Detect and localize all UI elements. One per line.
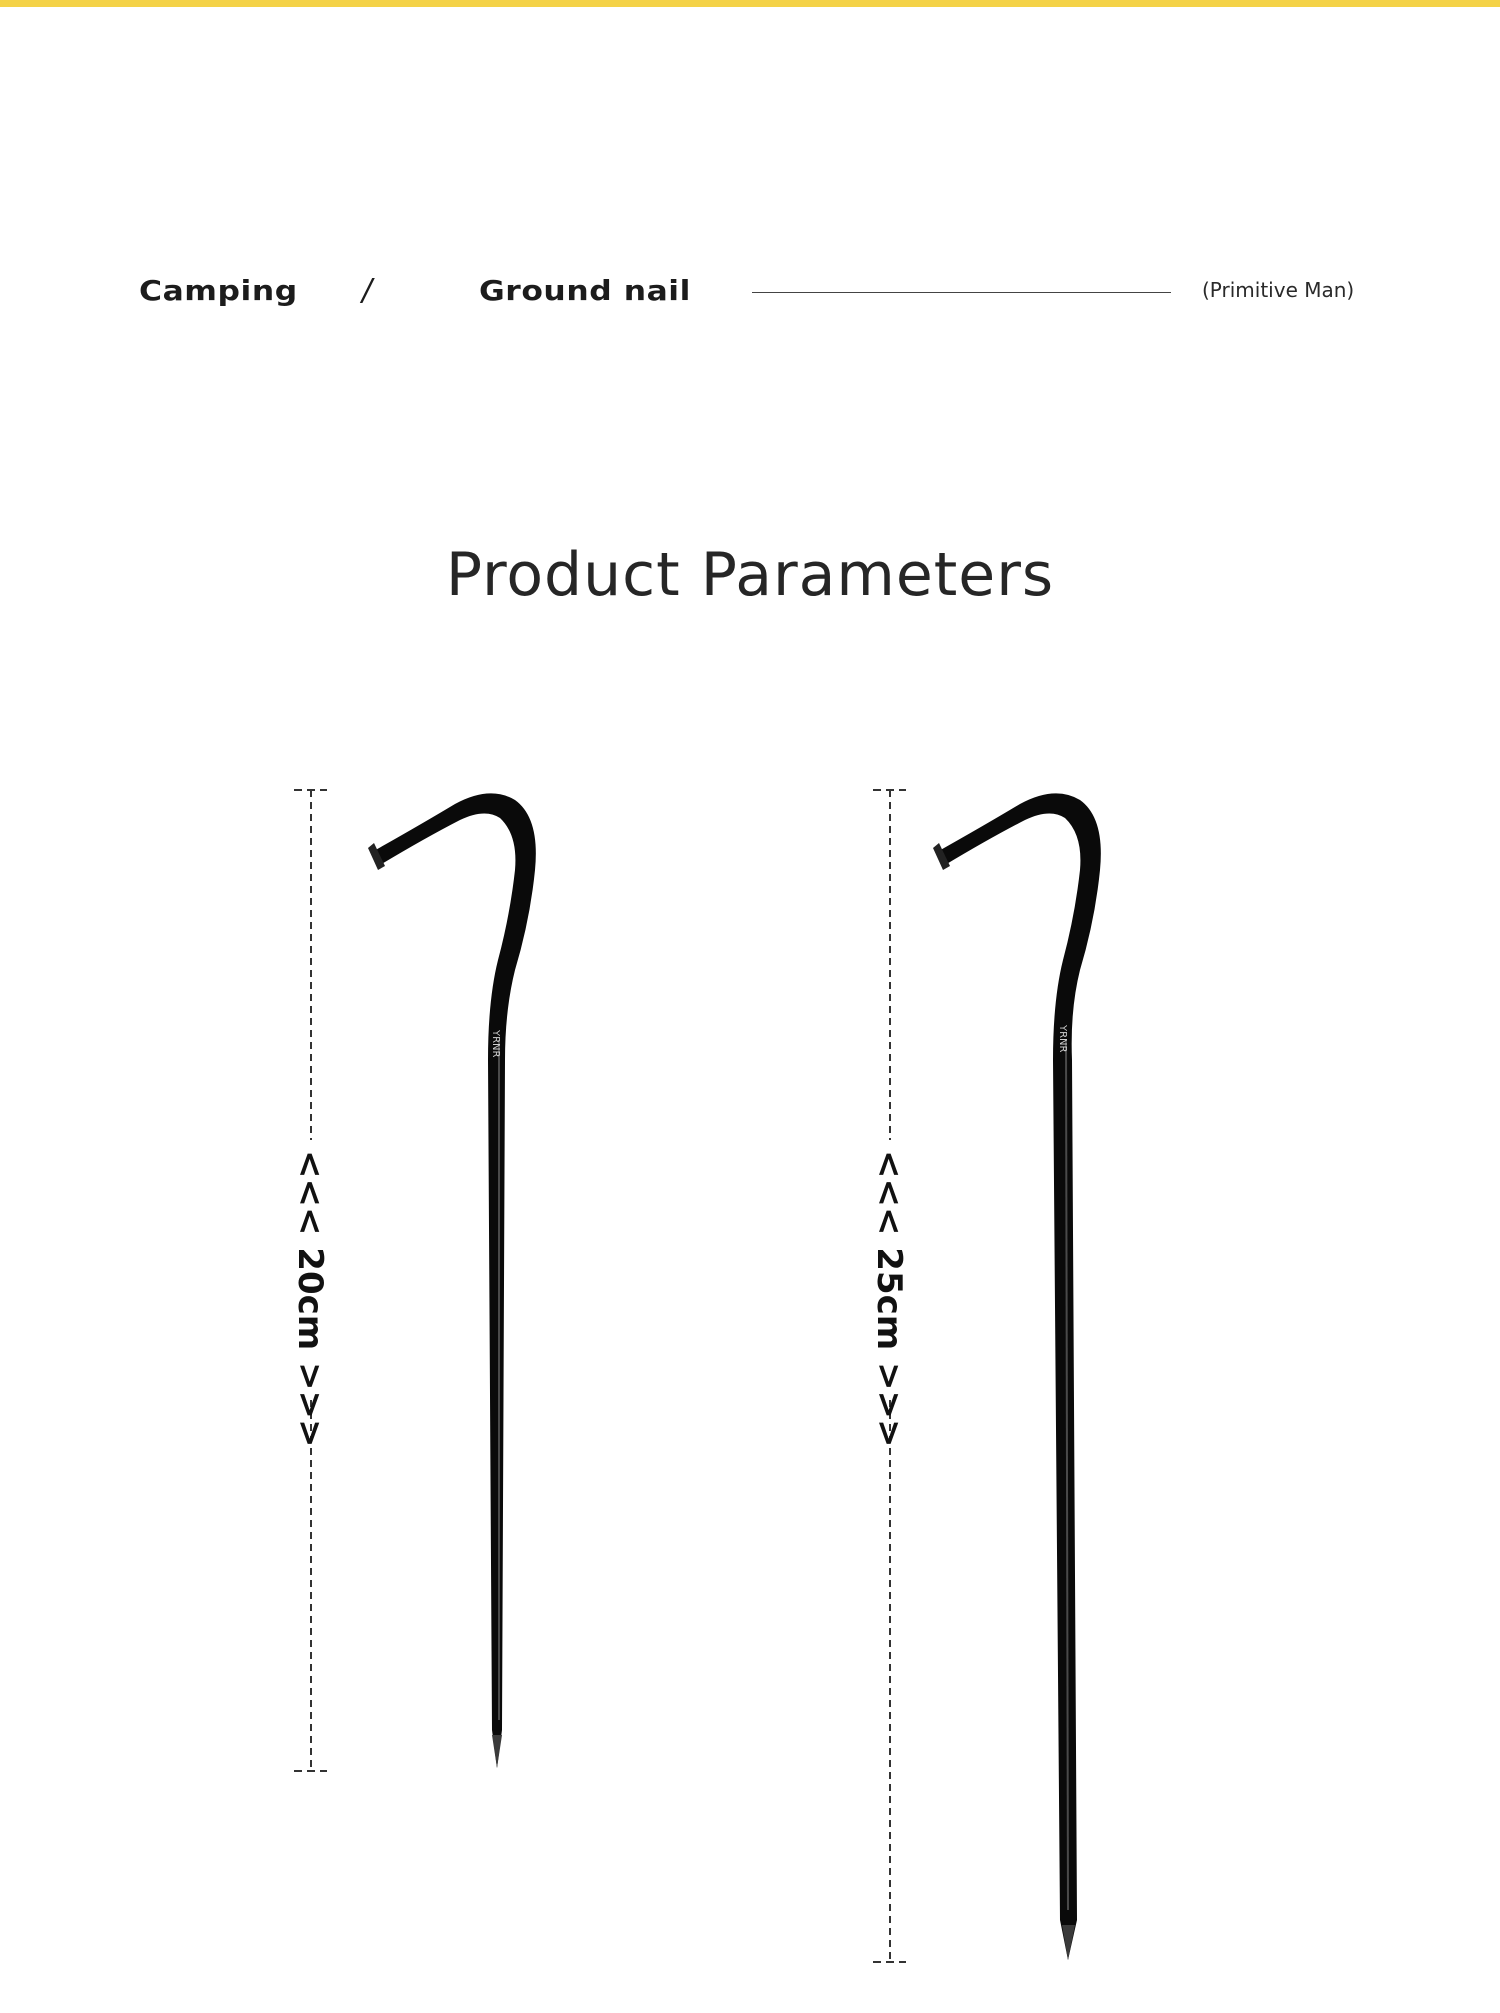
dimension-label-20cm: <<< 20cm >>> [290,1150,330,1448]
section-title: Product Parameters [445,540,1055,610]
dimension-line-25cm [869,790,909,1962]
ground-nail-20cm-image [368,793,536,1768]
breadcrumb-brand: (Primitive Man) [1202,278,1355,302]
dimension-label-25cm: <<< 25cm >>> [869,1150,909,1448]
svg-text:YRNR: YRNR [1057,1025,1068,1053]
dimension-line-20cm [290,790,330,1771]
ground-nail-25cm-image [933,793,1101,1960]
breadcrumb-product[interactable]: Ground nail [479,274,691,307]
breadcrumb-category[interactable]: Camping [139,274,298,307]
svg-text:YRNR: YRNR [490,1030,501,1058]
breadcrumb-separator: / [362,273,373,308]
